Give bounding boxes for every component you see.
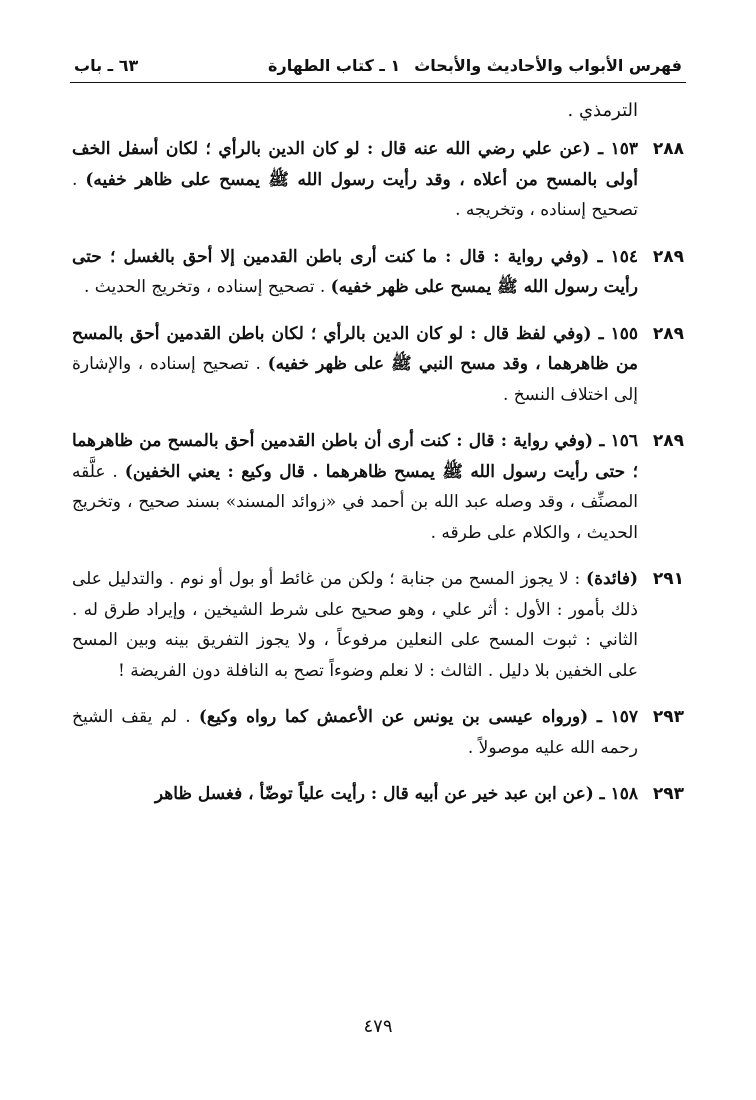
page-ref: ٢٨٩: [652, 431, 684, 451]
index-entry: [72, 564, 684, 686]
entry-note: . تصحيح إسناده ، وتخريجه .: [72, 169, 638, 220]
page-ref: ٢٨٩: [652, 246, 684, 267]
header-right: [254, 56, 682, 75]
running-header: [70, 48, 686, 83]
index-entry: [72, 702, 684, 763]
page-ref: ٢٩٣: [652, 784, 684, 804]
page-ref: ٢٩٣: [652, 707, 684, 727]
hadith-text: ١٥٧ ـ (ورواه عيسى بن يونس عن الأعمش كما رواه وكيع): [198, 707, 638, 727]
entry-note: . لم يقف الشيخ رحمه الله عليه موصولاً .: [72, 707, 638, 758]
index-entry: [72, 779, 684, 810]
hadith-text: ١٥٣ ـ (عن علي رضي الله عنه قال : لو كان الدين بالرأي ؛ لكان أسفل الخف أولى بالمسح من أعلاه ، وقد رأيت رسول الله ﷺ يمسح على ظاهر خفيه): [72, 139, 638, 190]
entry-text: [72, 779, 638, 810]
entry-text: [72, 564, 638, 686]
benefit-heading: (فائدة): [586, 569, 638, 589]
entry-text: [72, 319, 638, 411]
index-entry: [72, 319, 684, 411]
book-title: فهرس الأبواب والأحاديث والأبحاث: [414, 56, 682, 75]
entry-text: [72, 134, 638, 226]
page-ref: ٢٨٩: [652, 323, 684, 344]
hadith-text: ١٥٥ ـ (وفي لفظ قال : لو كان الدين بالرأي ؛ لكان باطن القدمين أحق بالمسح من ظاهرهما ، وقد مسح النبي ﷺ على ظهر خفيه): [72, 323, 638, 374]
entry-text: [72, 242, 638, 303]
hadith-text: ١٥٦ ـ (وفي رواية : قال : كنت أرى أن باطن القدمين أحق بالمسح من ظاهرهما ؛ حتى رأيت رسول الله ﷺ يمسح ظاهرهما . قال وكيع : يعني الخفين): [72, 431, 638, 482]
index-entry: [72, 242, 684, 303]
continuation-text: الترمذي .: [567, 100, 638, 121]
hadith-text: ١٥٨ ـ (عن ابن عبد خير عن أبيه قال : رأيت علياً توضّأ ، فغسل ظاهر: [154, 784, 638, 804]
entry-text: [72, 702, 638, 763]
index-entry: [72, 134, 684, 226]
entry-note: : لا يجوز المسح من جنابة ؛ ولكن من غائط أو بول أو نوم . والتدليل على ذلك بأمور : الأول : أثر علي ، وهو صحيح على شرط الشيخين ، وإيراد طرق له . الثاني : ثبوت المسح على النعلين مرفوعاً ، ولا يجوز التفريق بينه وبين المسح على الخفين بلا دليل . الثالث : لا نعلم وضوءاً تصح به النافلة دون الفريضة !: [72, 569, 638, 681]
section-title: ١ ـ كتاب الطهارة: [268, 56, 401, 75]
entry-note: . تصحيح إسناده ، والإشارة إلى اختلاف النسخ .: [72, 354, 638, 405]
hadith-text: ١٥٤ ـ (وفي رواية : قال : ما كنت أرى باطن القدمين إلا أحق بالغسل ؛ حتى رأيت رسول الله ﷺ يمسح على ظهر خفيه): [72, 246, 638, 297]
entry-note: . تصحيح إسناده ، وتخريج الحديث .: [84, 277, 331, 297]
page-ref: ٢٨٨: [652, 139, 684, 159]
entry-note: . علَّقه المصنِّف ، وقد وصله عبد الله بن أحمد في «زوائد المسند» بسند صحيح ، وتخريج الحديث ، والكلام على طرقه .: [72, 461, 638, 543]
index-content: [72, 96, 684, 826]
chapter-label: ٦٣ ـ باب: [74, 56, 139, 75]
page-ref: ٢٩١: [652, 569, 684, 589]
entry-text: [72, 426, 638, 548]
page-number: ٤٧٩: [363, 1016, 393, 1037]
index-entry: [72, 426, 684, 548]
